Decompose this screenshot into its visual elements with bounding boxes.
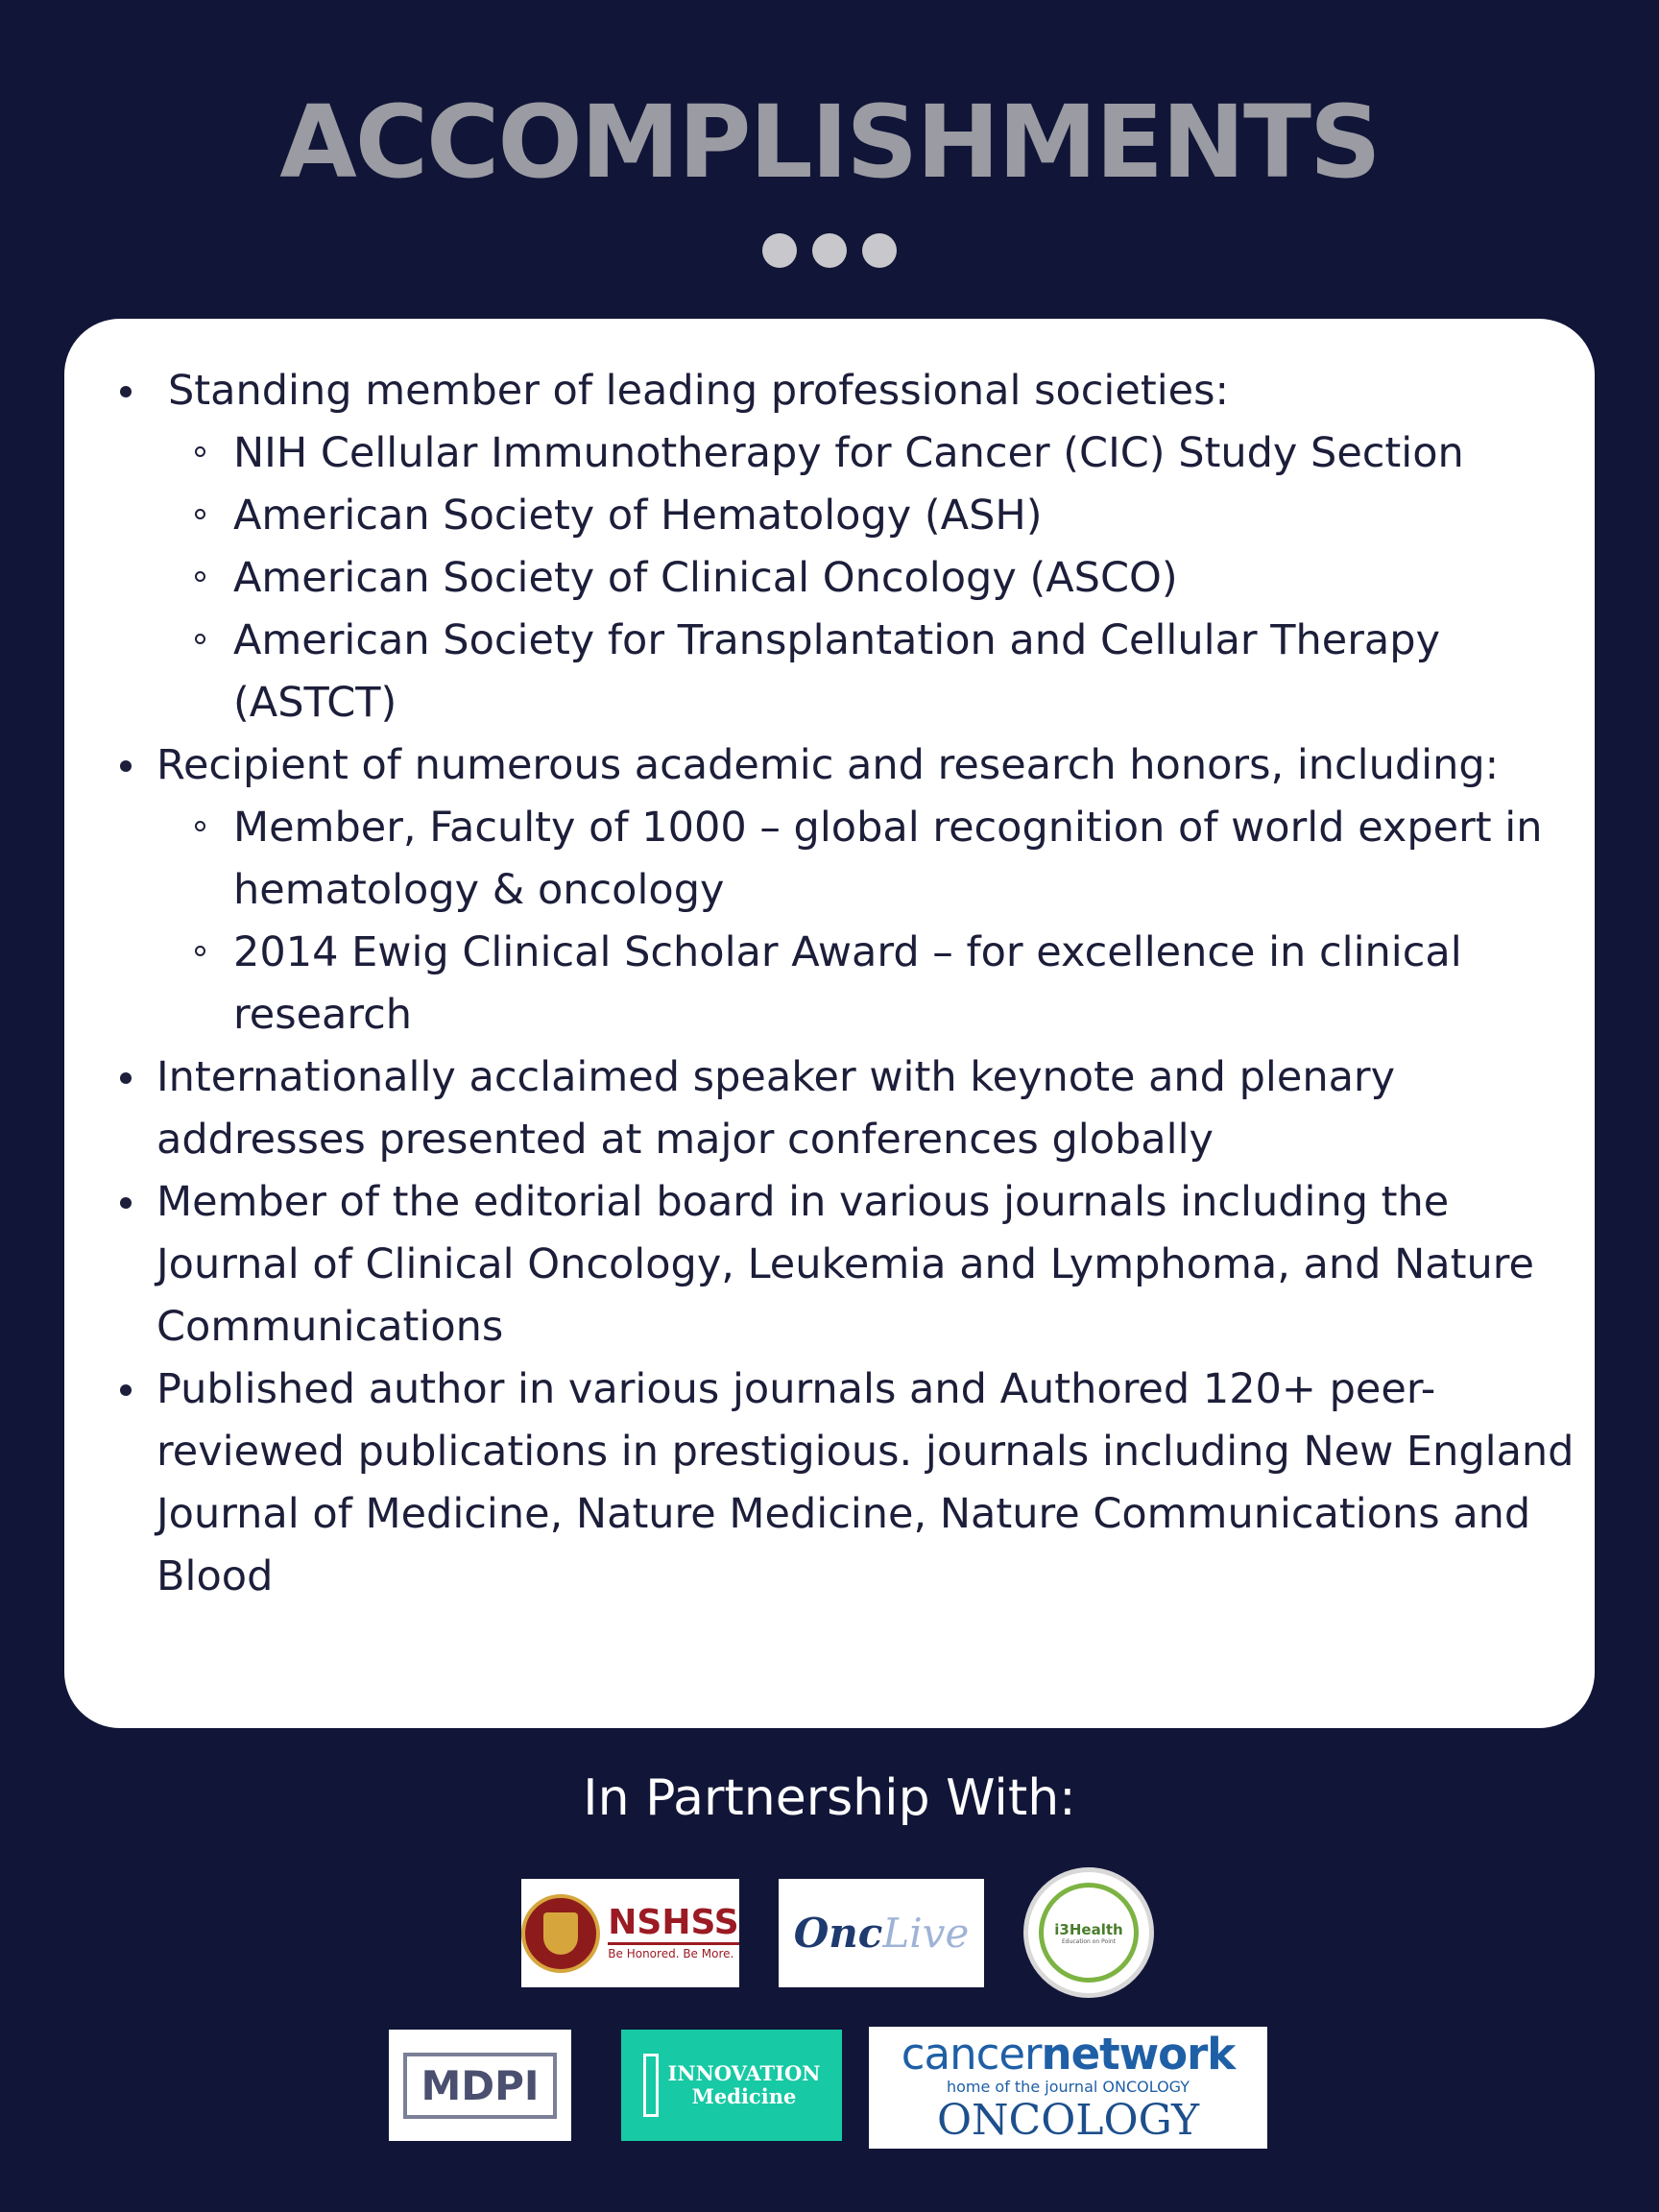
sub-list-item-text: American Society for Transplantation and Cellular Therapy (ASTCT) bbox=[233, 616, 1441, 727]
list-item-text: Recipient of numerous academic and research honors, including: bbox=[156, 741, 1500, 789]
list-item-text: Member of the editorial board in various journals including the Journal of Clinical Oncology, Leukemia and Lymphoma, and Nature Communications bbox=[156, 1178, 1534, 1351]
partners-heading: In Partnership With: bbox=[583, 1769, 1076, 1827]
sub-list-item bbox=[91, 547, 1579, 610]
innovation-medicine-logo bbox=[621, 2030, 842, 2141]
page-title: ACCOMPLISHMENTS bbox=[279, 84, 1380, 201]
nshss-seal-icon bbox=[521, 1894, 600, 1973]
cancernetwork-journal: ONCOLOGY bbox=[936, 2095, 1200, 2145]
cancernetwork-part2: network bbox=[1041, 2028, 1236, 2080]
innovation-line2: Medicine bbox=[691, 2084, 797, 2108]
circle-bullet-icon bbox=[195, 509, 205, 519]
bullet-icon bbox=[120, 386, 132, 397]
sub-list-item-text: Member, Faculty of 1000 – global recognition of world expert in hematology & oncology bbox=[233, 804, 1543, 914]
nshss-name: NSHSS bbox=[608, 1904, 738, 1945]
mdpi-name: MDPI bbox=[421, 2061, 540, 2109]
innovation-bar-icon bbox=[643, 2054, 659, 2117]
onclive-part1: Onc bbox=[793, 1910, 883, 1957]
circle-bullet-icon bbox=[195, 571, 205, 582]
sub-list-item-text: American Society of Hematology (ASH) bbox=[233, 492, 1043, 540]
accomplishments-list bbox=[91, 360, 1579, 1608]
sub-list-item bbox=[91, 485, 1579, 547]
list-item-text: Standing member of leading professional societies: bbox=[168, 367, 1229, 415]
cancernetwork-part1: cancer bbox=[901, 2028, 1042, 2080]
list-item-text: Internationally acclaimed speaker with keynote and plenary addresses presented at major conferences globally bbox=[156, 1053, 1396, 1164]
sub-list-item bbox=[91, 422, 1579, 485]
sub-list-item-text: American Society of Clinical Oncology (ASCO) bbox=[233, 554, 1178, 602]
bullet-icon bbox=[120, 760, 132, 772]
dot-icon bbox=[762, 233, 797, 268]
cancernetwork-logo bbox=[869, 2027, 1267, 2149]
bullet-icon bbox=[120, 1072, 132, 1084]
sub-list-item bbox=[91, 922, 1579, 1046]
list-item bbox=[91, 1358, 1579, 1608]
circle-bullet-icon bbox=[195, 946, 205, 956]
mdpi-logo bbox=[389, 2030, 571, 2141]
sub-list-item bbox=[91, 610, 1579, 734]
onclive-part2: Live bbox=[882, 1910, 970, 1957]
list-item bbox=[91, 1171, 1579, 1358]
sub-list-item-text: 2014 Ewig Clinical Scholar Award – for excellence in clinical research bbox=[233, 928, 1462, 1039]
title-dots-divider bbox=[0, 233, 1659, 272]
i3health-tagline: Education on Point bbox=[1061, 1937, 1117, 1945]
list-item-text: Published author in various journals and Authored 120+ peer-reviewed publications in prestigious. journals including New England Journal of Medicine, Nature Medicine, Nature Communications and Blood bbox=[156, 1365, 1575, 1600]
i3health-ring-icon bbox=[1039, 1883, 1139, 1983]
circle-bullet-icon bbox=[195, 821, 205, 831]
nshss-logo bbox=[521, 1879, 739, 1987]
list-item bbox=[91, 734, 1579, 797]
bullet-icon bbox=[120, 1384, 132, 1396]
i3health-logo bbox=[1023, 1867, 1154, 1998]
onclive-logo bbox=[779, 1879, 984, 1987]
circle-bullet-icon bbox=[195, 634, 205, 644]
sub-list-item bbox=[91, 797, 1579, 922]
dot-icon bbox=[812, 233, 847, 268]
sub-list-item-text: NIH Cellular Immunotherapy for Cancer (CIC) Study Section bbox=[233, 429, 1464, 477]
innovation-line1: INNOVATION bbox=[667, 2061, 821, 2085]
circle-bullet-icon bbox=[195, 446, 205, 457]
i3health-name: i3Health bbox=[1054, 1920, 1123, 1938]
mdpi-hexagon-icon bbox=[403, 2053, 556, 2119]
cancernetwork-subtitle: home of the journal ONCOLOGY bbox=[946, 2077, 1190, 2096]
list-item bbox=[91, 360, 1579, 422]
dot-icon bbox=[862, 233, 897, 268]
bullet-icon bbox=[120, 1197, 132, 1209]
list-item bbox=[91, 1046, 1579, 1171]
nshss-tagline: Be Honored. Be More. bbox=[608, 1947, 734, 1960]
